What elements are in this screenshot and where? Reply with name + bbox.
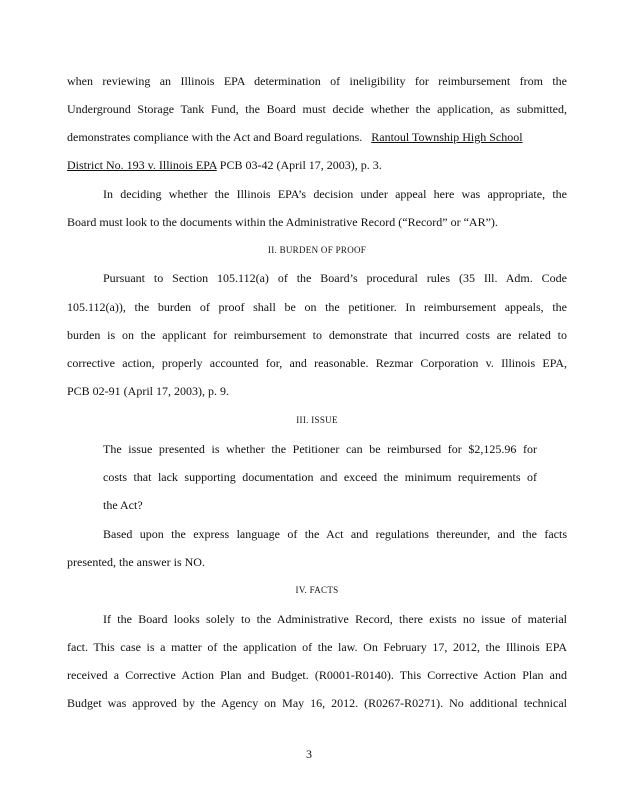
text-line: the Act? <box>103 498 143 512</box>
text-line: fact. This case is a matter of the application of the law. On February 17, 2012, the Illinois EPA <box>67 640 567 654</box>
case-citation: District No. 193 v. Illinois EPA <box>67 158 217 172</box>
text-line: corrective action, properly accounted for, and reasonable. Rezmar Corporation v. Illinois EPA, <box>67 356 567 370</box>
section-heading-issue: III. ISSUE <box>296 415 338 425</box>
text-line: In deciding whether the Illinois EPA’s decision under appeal here was appropriate, the <box>103 187 567 201</box>
page-number: 3 <box>306 747 312 761</box>
text-line: Budget was approved by the Agency on May 16, 2012. (R0267-R0271). No additional technical <box>67 696 567 710</box>
text-segment: PCB 03-42 (April 17, 2003), p. 3. <box>216 158 382 172</box>
section-heading-burden: II. BURDEN OF PROOF <box>267 245 367 255</box>
text-line: received a Corrective Action Plan and Budget. (R0001-R0140). This Corrective Action Plan and <box>67 668 567 682</box>
text-line: Board must look to the documents within the Administrative Record (“Record” or “AR”). <box>67 215 498 229</box>
text-line: Pursuant to Section 105.112(a) of the Board’s procedural rules (35 Ill. Adm. Code <box>103 271 567 285</box>
text-segment: demonstrates compliance with the Act and Board regulations. <box>67 130 363 144</box>
text-line: 105.112(a)), the burden of proof shall be on the petitioner. In reimbursement appeals, the <box>67 300 567 314</box>
text-line: Based upon the express language of the Act and regulations thereunder, and the facts <box>103 527 567 541</box>
text-line: costs that lack supporting documentation and exceed the minimum requirements of <box>103 470 537 484</box>
text-line: PCB 02-91 (April 17, 2003), p. 9. <box>67 384 229 398</box>
text-line: If the Board looks solely to the Administrative Record, there exists no issue of material <box>103 612 567 626</box>
text-line: The issue presented is whether the Petitioner can be reimbursed for $2,125.96 for <box>103 442 537 456</box>
text-line: burden is on the applicant for reimbursement to demonstrate that incurred costs are related to <box>67 328 567 342</box>
text-line <box>67 157 567 173</box>
text-line: presented, the answer is NO. <box>67 555 205 569</box>
case-citation: Rantoul Township High School <box>371 130 523 144</box>
text-line <box>67 129 567 145</box>
text-line: when reviewing an Illinois EPA determination of ineligibility for reimbursement from the <box>67 74 567 88</box>
section-heading-facts: IV. FACTS <box>295 585 339 595</box>
text-line: Underground Storage Tank Fund, the Board must decide whether the application, as submitted, <box>67 102 567 116</box>
